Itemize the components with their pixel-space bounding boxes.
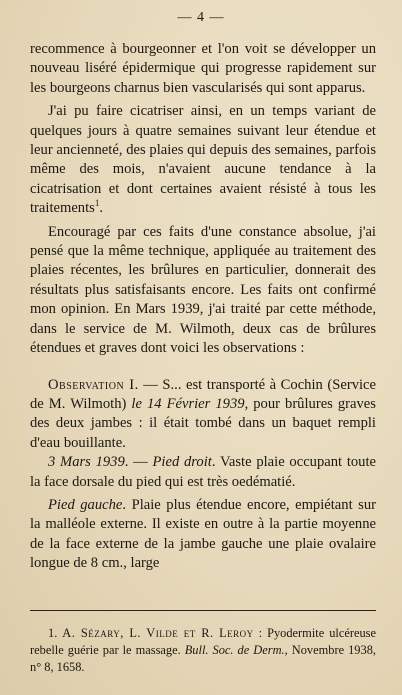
observation-label: Observation I. [48,376,139,393]
observation-paragraph [30,376,376,454]
paragraph-cicatrisation-text: J'ai pu faire cicatriser ainsi, en un temps variant de quelques jours à quatre semaines suivant leur étendue et leur ancienneté, des plaies qui depuis des semaines, parfois même des mois, n'avaient aucune tendance à la cicatrisation et dont certaines avaient résisté à tous les traitements [30,103,376,217]
entry-march-date: 3 Mars 1939 [48,454,125,471]
entry-left-text: . Plaie plus étendue encore, empiétant sur la malléole externe. Il existe en outre à la partie moyenne de la face externe de la jambe gauche une plaie ovalaire longue de 8 cm., large [30,496,376,572]
footnote [30,625,376,676]
footnote-details: , Novembre 1938, n° 8, 1658. [30,643,376,674]
footnote-marker: 1 [94,198,100,209]
entry-left-foot [30,496,376,574]
page-number: — 4 — [177,10,225,25]
footnote-divider [30,610,376,611]
paragraph-continuation: recommence à bourgeonner et l'on voit se développer un nouveau liséré épidermique qui progresse rapidement sur les bourgeons charnus bien vascularisés qui sont apparus. [30,41,376,96]
observation-text-1: — S... est transporté à Cochin (Service de M. Wilmoth) [30,376,376,412]
footnote-number: 1. [48,626,58,640]
entry-march-heading: Pied droit [152,454,212,471]
footnote-text [30,625,376,676]
paragraph-cicatrisation-end: . [99,200,103,217]
footnote-authors: A. Sézary, L. Vilde et R. Leroy [62,626,254,640]
entry-march [30,453,376,492]
paragraph-cicatrisation [30,102,376,218]
observation-date: le 14 Février 1939 [131,395,245,412]
observation-text-2: , pour brûlures graves des deux jambes : il était tombé dans un baquet rempli d'eau bouillante. [30,395,376,451]
entry-march-text: . Vaste plaie occupant toute la face dorsale du pied qui est très oedématié. [30,454,377,490]
entry-left-heading: Pied gauche [48,496,123,513]
paragraph-encourage: Encouragé par ces faits d'une constance absolue, j'ai pensé que la même technique, appliquée au traitement des plaies récentes, les brûlures en particulier, donnerait des résultats plus satisfaisants encore. Les faits ont confirmé mon opinion. En Mars 1939, j'ai traité par cette méthode, dans le service de M. Wilmoth, deux cas de brûlures étendues et graves dont voici les observations : [30,223,376,357]
entry-march-dash: . — [124,454,153,471]
footnote-journal: Bull. Soc. de Derm. [184,643,285,657]
footnote-title: : Pyodermite ulcéreuse rebelle guérie par le massage. [30,626,376,657]
body-text [30,40,376,574]
